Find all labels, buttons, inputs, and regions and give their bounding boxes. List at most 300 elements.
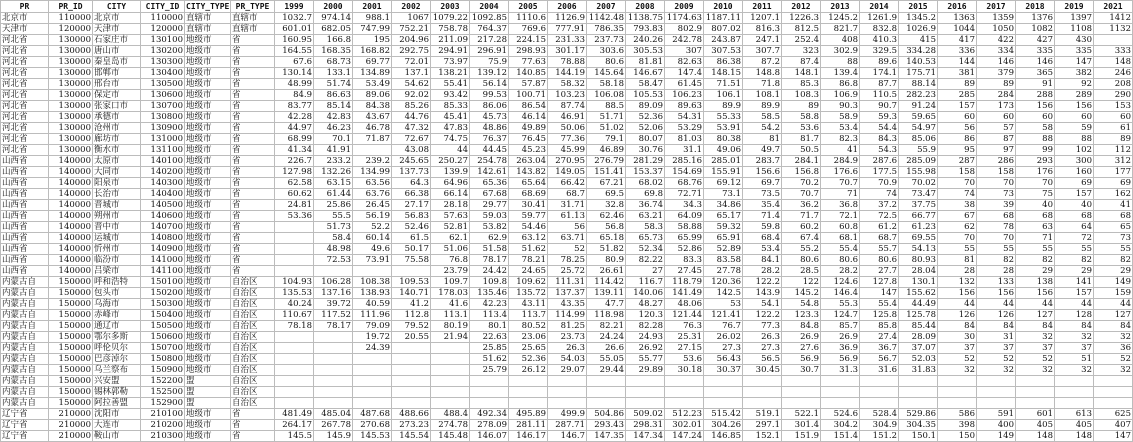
table-cell[interactable]: 150600 — [141, 332, 185, 343]
table-cell[interactable]: 44 — [1094, 299, 1133, 310]
table-cell[interactable]: 81.03 — [665, 134, 704, 145]
table-cell[interactable]: 河北省 — [1, 134, 49, 145]
table-cell[interactable]: 55.3 — [821, 299, 860, 310]
table-cell[interactable]: 492.34 — [470, 409, 509, 420]
table-cell[interactable]: 63.71 — [548, 233, 587, 244]
table-cell[interactable]: 73.47 — [899, 189, 938, 200]
table-cell[interactable]: 70 — [938, 178, 977, 189]
table-cell[interactable] — [704, 398, 743, 409]
table-cell[interactable]: 140200 — [141, 167, 185, 178]
table-cell[interactable]: 110.5 — [860, 90, 899, 101]
table-cell[interactable]: 地级市 — [185, 310, 231, 321]
table-cell[interactable] — [392, 387, 431, 398]
table-cell[interactable]: 44.45 — [470, 145, 509, 156]
table-cell[interactable]: 758.78 — [431, 24, 470, 35]
table-cell[interactable]: 141.49 — [665, 288, 704, 299]
table-cell[interactable]: 41.2 — [392, 299, 431, 310]
table-cell[interactable]: 130000 — [49, 79, 93, 90]
table-cell[interactable]: 152500 — [141, 387, 185, 398]
table-cell[interactable]: 68 — [977, 211, 1016, 222]
table-cell[interactable]: 52 — [548, 244, 587, 255]
table-cell[interactable]: 70.02 — [899, 178, 938, 189]
table-cell[interactable] — [548, 376, 587, 387]
table-cell[interactable]: 地级市 — [185, 79, 231, 90]
table-cell[interactable]: 118.79 — [665, 277, 704, 288]
table-cell[interactable]: 27.6 — [782, 343, 821, 354]
table-cell[interactable] — [314, 365, 353, 376]
table-cell[interactable]: 145.48 — [431, 431, 470, 442]
table-cell[interactable]: 138 — [1016, 277, 1055, 288]
table-cell[interactable]: 27.17 — [392, 200, 431, 211]
table-cell[interactable]: 36.2 — [782, 200, 821, 211]
table-cell[interactable]: 65.91 — [704, 233, 743, 244]
table-cell[interactable]: 89.9 — [704, 101, 743, 112]
table-cell[interactable]: 44.97 — [275, 123, 314, 134]
table-cell[interactable] — [314, 266, 353, 277]
table-cell[interactable]: 142.61 — [470, 167, 509, 178]
table-cell[interactable]: 86.06 — [470, 101, 509, 112]
table-cell[interactable]: 71.8 — [743, 79, 782, 90]
table-cell[interactable]: 106.28 — [314, 277, 353, 288]
table-cell[interactable]: 78.25 — [548, 255, 587, 266]
table-cell[interactable]: 42.28 — [275, 112, 314, 123]
table-cell[interactable]: 312 — [1094, 156, 1133, 167]
table-cell[interactable]: 125.8 — [860, 310, 899, 321]
table-cell[interactable]: 130.14 — [275, 68, 314, 79]
table-cell[interactable]: 80.52 — [509, 321, 548, 332]
table-cell[interactable]: 147 — [1055, 57, 1094, 68]
table-cell[interactable]: 52.81 — [431, 222, 470, 233]
table-cell[interactable]: 1079.22 — [431, 13, 470, 24]
table-cell[interactable]: 52.36 — [626, 112, 665, 123]
table-cell[interactable]: 临汾市 — [93, 255, 141, 266]
column-header[interactable]: 1999 — [275, 1, 314, 13]
table-cell[interactable]: 382 — [1055, 68, 1094, 79]
table-cell[interactable]: 144.19 — [548, 68, 587, 79]
table-cell[interactable]: 178.03 — [431, 288, 470, 299]
table-cell[interactable]: 25.65 — [509, 343, 548, 354]
table-cell[interactable]: 141 — [1055, 277, 1094, 288]
table-cell[interactable]: 74 — [860, 189, 899, 200]
table-cell[interactable]: 70 — [977, 178, 1016, 189]
column-header[interactable]: 2015 — [899, 1, 938, 13]
table-cell[interactable]: 777.91 — [548, 24, 587, 35]
table-cell[interactable]: 地级市 — [185, 46, 231, 57]
table-cell[interactable]: 121.41 — [704, 310, 743, 321]
table-cell[interactable]: 124.7 — [821, 310, 860, 321]
table-cell[interactable]: 137.16 — [314, 288, 353, 299]
table-cell[interactable]: 28.18 — [431, 200, 470, 211]
table-cell[interactable]: 28 — [977, 266, 1016, 277]
table-cell[interactable]: 135.72 — [509, 288, 548, 299]
table-cell[interactable]: 55 — [938, 244, 977, 255]
table-cell[interactable]: 158 — [938, 167, 977, 178]
table-cell[interactable]: 乌兰察布 — [93, 365, 141, 376]
table-cell[interactable]: 150100 — [141, 277, 185, 288]
table-cell[interactable]: 36.8 — [821, 200, 860, 211]
table-cell[interactable] — [587, 398, 626, 409]
table-cell[interactable]: 地级市 — [185, 123, 231, 134]
table-cell[interactable]: 60 — [1055, 112, 1094, 123]
table-cell[interactable]: 1082 — [1016, 24, 1055, 35]
table-cell[interactable]: 1363 — [938, 13, 977, 24]
table-cell[interactable]: 运城市 — [93, 233, 141, 244]
table-cell[interactable]: 282.23 — [899, 90, 938, 101]
table-cell[interactable]: 87.2 — [743, 57, 782, 68]
table-cell[interactable]: 294.91 — [431, 46, 470, 57]
table-cell[interactable]: 82.3 — [821, 134, 860, 145]
table-cell[interactable]: 32 — [1016, 365, 1055, 376]
table-cell[interactable]: 127 — [1016, 310, 1055, 321]
table-cell[interactable]: 296.91 — [470, 46, 509, 57]
table-cell[interactable]: 103.23 — [548, 90, 587, 101]
table-cell[interactable]: 138.21 — [431, 68, 470, 79]
table-cell[interactable]: 内蒙古自 — [1, 321, 49, 332]
table-cell[interactable]: 28.09 — [899, 332, 938, 343]
table-cell[interactable]: 省 — [231, 255, 275, 266]
table-cell[interactable]: 57.87 — [509, 79, 548, 90]
table-cell[interactable] — [314, 332, 353, 343]
table-cell[interactable]: 110.67 — [275, 310, 314, 321]
table-cell[interactable]: 379 — [977, 68, 1016, 79]
table-cell[interactable]: 135.53 — [275, 288, 314, 299]
table-cell[interactable] — [899, 398, 938, 409]
column-header[interactable]: 2017 — [977, 1, 1016, 13]
table-cell[interactable]: 430 — [1055, 35, 1094, 46]
table-cell[interactable]: 55.33 — [704, 112, 743, 123]
table-cell[interactable]: 63.12 — [509, 233, 548, 244]
table-cell[interactable]: 102 — [1055, 145, 1094, 156]
table-cell[interactable]: 54.31 — [665, 112, 704, 123]
table-cell[interactable]: 290 — [1094, 90, 1133, 101]
table-cell[interactable]: 159 — [1094, 288, 1133, 299]
table-cell[interactable]: 锡林郭勒 — [93, 387, 141, 398]
table-cell[interactable]: 786.35 — [587, 24, 626, 35]
table-cell[interactable]: 131100 — [141, 145, 185, 156]
table-cell[interactable]: 1207.1 — [743, 13, 782, 24]
table-cell[interactable] — [314, 343, 353, 354]
table-cell[interactable]: 50.5 — [782, 145, 821, 156]
table-cell[interactable]: 省 — [231, 79, 275, 90]
table-cell[interactable]: 522.1 — [782, 409, 821, 420]
table-cell[interactable]: 69.77 — [353, 57, 392, 68]
table-cell[interactable]: 591 — [977, 409, 1016, 420]
table-cell[interactable]: 166.8 — [314, 35, 353, 46]
table-cell[interactable] — [626, 376, 665, 387]
table-cell[interactable]: 65.18 — [587, 233, 626, 244]
table-cell[interactable]: 呼伦贝尔 — [93, 343, 141, 354]
table-cell[interactable]: 70 — [938, 233, 977, 244]
table-cell[interactable]: 252.4 — [782, 35, 821, 46]
table-cell[interactable]: 156.8 — [782, 167, 821, 178]
table-cell[interactable] — [509, 387, 548, 398]
table-cell[interactable]: 139.12 — [470, 68, 509, 79]
table-cell[interactable] — [938, 376, 977, 387]
table-cell[interactable]: 287.6 — [860, 156, 899, 167]
table-cell[interactable]: 86 — [938, 134, 977, 145]
table-cell[interactable]: 地级市 — [185, 266, 231, 277]
table-cell[interactable]: 1345.2 — [899, 13, 938, 24]
table-cell[interactable] — [1016, 376, 1055, 387]
table-cell[interactable] — [353, 145, 392, 156]
table-cell[interactable]: 130000 — [49, 35, 93, 46]
table-cell[interactable]: 内蒙古自 — [1, 387, 49, 398]
table-cell[interactable]: 145.64 — [587, 68, 626, 79]
table-cell[interactable]: 112.8 — [392, 310, 431, 321]
table-cell[interactable]: 84 — [1016, 321, 1055, 332]
table-cell[interactable] — [704, 387, 743, 398]
table-cell[interactable]: 自治区 — [231, 288, 275, 299]
table-cell[interactable]: 365 — [1016, 68, 1055, 79]
table-cell[interactable]: 82.28 — [626, 321, 665, 332]
table-cell[interactable]: 91.24 — [899, 101, 938, 112]
table-cell[interactable]: 地级市 — [185, 101, 231, 112]
table-cell[interactable]: 146.85 — [704, 431, 743, 442]
table-cell[interactable]: 481.49 — [275, 409, 314, 420]
table-cell[interactable]: 109.53 — [392, 277, 431, 288]
table-cell[interactable]: 66.38 — [392, 189, 431, 200]
table-cell[interactable]: 76.8 — [431, 255, 470, 266]
table-cell[interactable]: 大连市 — [93, 420, 141, 431]
table-cell[interactable]: 80.1 — [470, 321, 509, 332]
table-cell[interactable]: 64.3 — [392, 178, 431, 189]
table-cell[interactable]: 48.98 — [314, 244, 353, 255]
table-cell[interactable]: 辽宁省 — [1, 420, 49, 431]
table-cell[interactable]: 243.87 — [704, 35, 743, 46]
table-cell[interactable]: 113.4 — [470, 310, 509, 321]
table-cell[interactable]: 120.36 — [704, 277, 743, 288]
table-cell[interactable]: 保定市 — [93, 90, 141, 101]
table-cell[interactable]: 89.06 — [353, 90, 392, 101]
table-cell[interactable]: 82.63 — [665, 57, 704, 68]
table-cell[interactable] — [665, 387, 704, 398]
table-cell[interactable]: 764.37 — [470, 24, 509, 35]
table-cell[interactable]: 150000 — [49, 365, 93, 376]
table-cell[interactable]: 地级市 — [185, 134, 231, 145]
table-cell[interactable]: 72.67 — [392, 134, 431, 145]
table-cell[interactable]: 146 — [977, 57, 1016, 68]
column-header[interactable]: 2009 — [665, 1, 704, 13]
table-cell[interactable]: 601 — [1016, 409, 1055, 420]
table-cell[interactable]: 60 — [1016, 112, 1055, 123]
table-cell[interactable]: 85.44 — [899, 321, 938, 332]
table-cell[interactable]: 84 — [1094, 321, 1133, 332]
table-cell[interactable]: 44.76 — [392, 112, 431, 123]
table-cell[interactable]: 26.6 — [587, 343, 626, 354]
table-cell[interactable]: 56.8 — [587, 222, 626, 233]
table-cell[interactable]: 88.14 — [899, 79, 938, 90]
table-cell[interactable]: 515.42 — [704, 409, 743, 420]
table-cell[interactable]: 46.23 — [314, 123, 353, 134]
table-cell[interactable] — [743, 398, 782, 409]
table-cell[interactable]: 139.11 — [587, 288, 626, 299]
table-cell[interactable]: 106.1 — [704, 90, 743, 101]
table-cell[interactable] — [860, 376, 899, 387]
table-cell[interactable]: 河北省 — [1, 101, 49, 112]
table-cell[interactable]: 88.5 — [587, 101, 626, 112]
table-cell[interactable]: 73.97 — [431, 57, 470, 68]
table-cell[interactable]: 110000 — [49, 13, 93, 24]
table-cell[interactable]: 1359 — [977, 13, 1016, 24]
table-cell[interactable]: 59.3 — [860, 112, 899, 123]
table-cell[interactable]: 24.93 — [626, 332, 665, 343]
table-cell[interactable]: 天津市 — [1, 24, 49, 35]
column-header[interactable]: 2005 — [509, 1, 548, 13]
table-cell[interactable]: 69 — [1055, 178, 1094, 189]
table-cell[interactable]: 省 — [231, 178, 275, 189]
table-cell[interactable]: 816.3 — [743, 24, 782, 35]
table-cell[interactable] — [704, 376, 743, 387]
table-cell[interactable]: 地级市 — [185, 145, 231, 156]
table-cell[interactable]: 呼和浩特 — [93, 277, 141, 288]
table-cell[interactable] — [470, 376, 509, 387]
table-cell[interactable]: 140000 — [49, 244, 93, 255]
table-cell[interactable]: 127.8 — [860, 277, 899, 288]
table-cell[interactable]: 68.1 — [821, 233, 860, 244]
table-cell[interactable]: 151.4 — [821, 431, 860, 442]
table-cell[interactable] — [314, 376, 353, 387]
table-cell[interactable]: 47.32 — [392, 123, 431, 134]
table-cell[interactable]: 242.78 — [665, 35, 704, 46]
table-cell[interactable]: 140000 — [49, 189, 93, 200]
table-cell[interactable]: 26.61 — [587, 266, 626, 277]
table-cell[interactable]: 152900 — [141, 398, 185, 409]
table-cell[interactable]: 304.2 — [821, 420, 860, 431]
table-cell[interactable]: 210000 — [49, 431, 93, 442]
table-cell[interactable]: 赤峰市 — [93, 310, 141, 321]
table-cell[interactable]: 62 — [938, 222, 977, 233]
table-cell[interactable]: 130000 — [49, 134, 93, 145]
table-cell[interactable]: 37.75 — [899, 200, 938, 211]
table-cell[interactable]: 89.09 — [626, 101, 665, 112]
table-cell[interactable]: 334.28 — [899, 46, 938, 57]
table-cell[interactable]: 69.55 — [899, 233, 938, 244]
table-cell[interactable]: 114.42 — [587, 277, 626, 288]
table-cell[interactable]: 66.42 — [548, 178, 587, 189]
table-cell[interactable]: 67.4 — [782, 233, 821, 244]
table-cell[interactable]: 281.11 — [509, 420, 548, 431]
table-cell[interactable]: 127.98 — [275, 167, 314, 178]
table-cell[interactable]: 89 — [1094, 134, 1133, 145]
table-cell[interactable]: 68.7 — [548, 189, 587, 200]
table-cell[interactable]: 140000 — [49, 266, 93, 277]
table-cell[interactable]: 150300 — [141, 299, 185, 310]
table-cell[interactable]: 287 — [938, 156, 977, 167]
table-cell[interactable]: 72 — [1055, 233, 1094, 244]
table-cell[interactable]: 24.81 — [275, 200, 314, 211]
table-cell[interactable]: 61.5 — [392, 233, 431, 244]
table-cell[interactable]: 68 — [1055, 211, 1094, 222]
table-cell[interactable]: 辽宁省 — [1, 431, 49, 442]
table-cell[interactable] — [392, 398, 431, 409]
table-cell[interactable]: 62.9 — [470, 233, 509, 244]
table-cell[interactable]: 省 — [231, 420, 275, 431]
table-cell[interactable]: 70.2 — [782, 178, 821, 189]
table-cell[interactable]: 139.9 — [431, 167, 470, 178]
table-cell[interactable] — [275, 244, 314, 255]
table-cell[interactable]: 51.62 — [470, 354, 509, 365]
table-cell[interactable]: 30.7 — [782, 365, 821, 376]
table-cell[interactable]: 地级市 — [185, 68, 231, 79]
table-cell[interactable]: 48.27 — [626, 299, 665, 310]
table-cell[interactable]: 72.1 — [821, 211, 860, 222]
table-cell[interactable]: 116.7 — [626, 277, 665, 288]
table-cell[interactable]: 48.06 — [665, 299, 704, 310]
column-header[interactable]: 2008 — [626, 1, 665, 13]
table-cell[interactable]: 176.6 — [821, 167, 860, 178]
table-cell[interactable] — [1016, 387, 1055, 398]
table-cell[interactable]: 122.2 — [743, 310, 782, 321]
table-cell[interactable]: 88 — [1016, 134, 1055, 145]
table-cell[interactable]: 内蒙古自 — [1, 343, 49, 354]
table-cell[interactable]: 地级市 — [185, 156, 231, 167]
table-cell[interactable]: 58.4 — [314, 233, 353, 244]
table-cell[interactable]: 19.72 — [353, 332, 392, 343]
table-cell[interactable] — [470, 398, 509, 409]
table-cell[interactable] — [353, 398, 392, 409]
table-cell[interactable]: 147.34 — [626, 431, 665, 442]
table-cell[interactable] — [353, 365, 392, 376]
table-cell[interactable]: 51.74 — [314, 79, 353, 90]
table-cell[interactable]: 87.74 — [548, 101, 587, 112]
table-cell[interactable]: 64 — [1055, 222, 1094, 233]
table-cell[interactable]: 130.1 — [899, 277, 938, 288]
table-cell[interactable]: 65 — [1094, 222, 1133, 233]
table-cell[interactable]: 53.82 — [470, 222, 509, 233]
table-cell[interactable]: 974.14 — [314, 13, 353, 24]
table-cell[interactable] — [1094, 376, 1133, 387]
table-cell[interactable]: 499.9 — [548, 409, 587, 420]
table-cell[interactable]: 沧州市 — [93, 123, 141, 134]
table-cell[interactable]: 76.7 — [704, 321, 743, 332]
table-cell[interactable]: 44 — [431, 145, 470, 156]
table-cell[interactable]: 78.18 — [275, 321, 314, 332]
table-cell[interactable]: 77.3 — [743, 321, 782, 332]
table-cell[interactable]: 78 — [977, 222, 1016, 233]
table-cell[interactable]: 58.18 — [587, 79, 626, 90]
table-cell[interactable]: 63.56 — [353, 178, 392, 189]
table-cell[interactable]: 52 — [977, 354, 1016, 365]
table-cell[interactable]: 74.75 — [431, 134, 470, 145]
table-cell[interactable]: 53 — [704, 299, 743, 310]
table-cell[interactable]: 150200 — [141, 288, 185, 299]
table-cell[interactable]: 284.9 — [821, 156, 860, 167]
table-cell[interactable]: 内蒙古自 — [1, 310, 49, 321]
table-cell[interactable]: 55.7 — [860, 244, 899, 255]
table-cell[interactable]: 25.72 — [548, 266, 587, 277]
table-cell[interactable]: 省 — [231, 431, 275, 442]
table-cell[interactable]: 113.7 — [509, 310, 548, 321]
table-cell[interactable]: 41 — [821, 145, 860, 156]
table-cell[interactable] — [548, 387, 587, 398]
table-cell[interactable]: 298.31 — [626, 420, 665, 431]
table-cell[interactable]: 沈阳市 — [93, 409, 141, 420]
table-cell[interactable]: 内蒙古自 — [1, 299, 49, 310]
table-cell[interactable]: 59.8 — [743, 222, 782, 233]
table-cell[interactable]: 284 — [977, 90, 1016, 101]
table-cell[interactable]: 109.8 — [470, 277, 509, 288]
table-cell[interactable]: 自治区 — [231, 299, 275, 310]
table-cell[interactable]: 108.3 — [782, 90, 821, 101]
table-cell[interactable] — [860, 387, 899, 398]
table-cell[interactable]: 147.35 — [587, 431, 626, 442]
table-cell[interactable] — [275, 354, 314, 365]
table-cell[interactable]: 地级市 — [185, 211, 231, 222]
table-cell[interactable] — [821, 376, 860, 387]
table-cell[interactable] — [275, 376, 314, 387]
table-cell[interactable]: 140.71 — [392, 288, 431, 299]
table-cell[interactable]: 1026.9 — [899, 24, 938, 35]
